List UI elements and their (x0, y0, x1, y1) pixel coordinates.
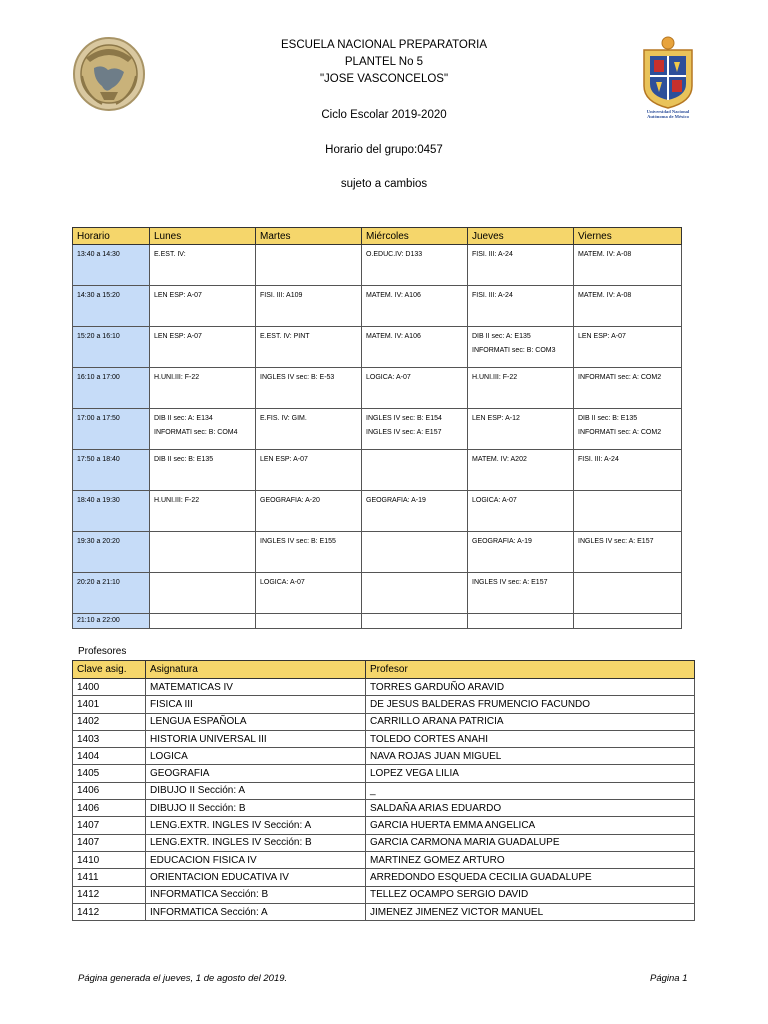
profesor-row (73, 869, 695, 886)
clave-cell: 1402 (73, 713, 146, 730)
class-cell-martes (256, 491, 362, 532)
profesor-row (73, 713, 695, 730)
class-entry: INFORMATI sec: A: COM2 (578, 429, 662, 436)
schedule-row (73, 573, 682, 614)
class-cell-viernes (574, 245, 682, 286)
class-cell-jueves (468, 614, 574, 629)
schedule-row (73, 286, 682, 327)
schedule-row (73, 368, 682, 409)
plantel-name: "JOSE VASCONCELOS" (319, 73, 449, 85)
clave-cell: 1400 (73, 679, 146, 696)
class-cell-viernes (574, 573, 682, 614)
class-entry: GEOGRAFIA: A-19 (366, 497, 426, 504)
profesor-cell: LOPEZ VEGA LILIA (366, 765, 695, 782)
class-cell-miercoles (362, 450, 468, 491)
clave-cell: 1410 (73, 851, 146, 868)
generated-date: Página generada el jueves, 1 de agosto del 2019. (78, 973, 288, 984)
class-entry: E.EST. IV: PINT (260, 333, 310, 340)
asignatura-cell: FISICA III (146, 696, 366, 713)
header-asignatura: Asignatura (146, 661, 366, 679)
class-cell-lunes (150, 327, 256, 368)
class-entry: DIB II sec: B: E135 (578, 415, 638, 422)
asignatura-cell: LENG.EXTR. INGLES IV Sección: A (146, 817, 366, 834)
time-slot: 21:10 a 22:00 (73, 614, 150, 629)
class-cell-martes (256, 532, 362, 573)
time-slot: 17:00 a 17:50 (73, 409, 150, 450)
class-cell-lunes (150, 286, 256, 327)
class-entry: LOGICA: A-07 (260, 579, 305, 586)
class-cell-jueves (468, 573, 574, 614)
asignatura-cell: LENG.EXTR. INGLES IV Sección: B (146, 834, 366, 851)
profesor-row (73, 903, 695, 920)
class-cell-lunes (150, 614, 256, 629)
class-cell-jueves (468, 327, 574, 368)
class-entry: LOGICA: A-07 (472, 497, 517, 504)
class-entry: MATEM. IV: A106 (366, 292, 421, 299)
class-cell-viernes (574, 368, 682, 409)
class-cell-martes (256, 368, 362, 409)
time-slot: 19:30 a 20:20 (73, 532, 150, 573)
schedule-row (73, 532, 682, 573)
class-cell-miercoles (362, 491, 468, 532)
class-entry: GEOGRAFIA: A-19 (472, 538, 532, 545)
clave-cell: 1404 (73, 748, 146, 765)
class-cell-lunes (150, 532, 256, 573)
profesor-cell: GARCIA CARMONA MARIA GUADALUPE (366, 834, 695, 851)
class-cell-viernes (574, 491, 682, 532)
class-entry: LOGICA: A-07 (366, 374, 411, 381)
logo-caption-2: Autónoma de México (647, 114, 689, 119)
schedule-row (73, 327, 682, 368)
class-cell-martes (256, 286, 362, 327)
asignatura-cell: LOGICA (146, 748, 366, 765)
class-cell-lunes (150, 409, 256, 450)
time-slot: 14:30 a 15:20 (73, 286, 150, 327)
schedule-row (73, 245, 682, 286)
clave-cell: 1407 (73, 817, 146, 834)
class-entry: LEN ESP: A-07 (260, 456, 308, 463)
clave-cell: 1407 (73, 834, 146, 851)
profesor-row (73, 679, 695, 696)
class-entry: INGLES IV sec: B: E154 (366, 415, 442, 422)
class-cell-martes (256, 409, 362, 450)
profesor-cell: _ (366, 782, 695, 799)
time-slot: 17:50 a 18:40 (73, 450, 150, 491)
time-slot: 15:20 a 16:10 (73, 327, 150, 368)
class-cell-viernes (574, 327, 682, 368)
class-cell-lunes (150, 491, 256, 532)
class-entry: INGLES IV sec: A: E157 (472, 579, 548, 586)
asignatura-cell: ORIENTACION EDUCATIVA IV (146, 869, 366, 886)
ciclo-escolar: Ciclo Escolar 2019-2020 (321, 109, 447, 121)
time-slot: 16:10 a 17:00 (73, 368, 150, 409)
header-profesor: Profesor (366, 661, 695, 679)
header-jueves: Jueves (468, 228, 574, 245)
clave-cell: 1403 (73, 730, 146, 747)
profesor-cell: TOLEDO CORTES ANAHI (366, 730, 695, 747)
profesores-table (72, 660, 695, 921)
header-horario: Horario (73, 228, 150, 245)
page-number: Página 1 (650, 973, 688, 984)
class-cell-jueves (468, 491, 574, 532)
class-cell-miercoles (362, 409, 468, 450)
clave-cell: 1406 (73, 800, 146, 817)
profesor-cell: NAVA ROJAS JUAN MIGUEL (366, 748, 695, 765)
header-clave: Clave asig. (73, 661, 146, 679)
asignatura-cell: DIBUJO II Sección: B (146, 800, 366, 817)
class-entry: INGLES IV sec: A: E157 (366, 429, 442, 436)
time-slot: 13:40 a 14:30 (73, 245, 150, 286)
class-entry: O.EDUC.IV: D133 (366, 251, 423, 258)
asignatura-cell: GEOGRAFIA (146, 765, 366, 782)
time-slot: 18:40 a 19:30 (73, 491, 150, 532)
profesor-cell: DE JESUS BALDERAS FRUMENCIO FACUNDO (366, 696, 695, 713)
class-cell-miercoles (362, 327, 468, 368)
header-viernes: Viernes (574, 228, 682, 245)
class-entry: E.EST. IV: (154, 251, 186, 258)
class-entry: LEN ESP: A-12 (472, 415, 520, 422)
plantel: PLANTEL No 5 (344, 56, 424, 68)
header-martes: Martes (256, 228, 362, 245)
clave-cell: 1411 (73, 869, 146, 886)
class-entry: INFORMATI sec: A: COM2 (578, 374, 662, 381)
profesor-row (73, 765, 695, 782)
class-cell-jueves (468, 286, 574, 327)
class-entry: MATEM. IV: A202 (472, 456, 527, 463)
class-entry: LEN ESP: A-07 (154, 333, 202, 340)
class-entry: FISI. III: A-24 (472, 292, 513, 299)
profesor-cell: GARCIA HUERTA EMMA ANGELICA (366, 817, 695, 834)
class-entry: MATEM. IV: A-08 (578, 251, 632, 258)
class-cell-lunes (150, 245, 256, 286)
class-cell-martes (256, 327, 362, 368)
class-entry: LEN ESP: A-07 (578, 333, 626, 340)
class-entry: FISI. III: A-24 (578, 456, 619, 463)
subject-to-change-note: sujeto a cambios (340, 178, 428, 190)
class-cell-viernes (574, 450, 682, 491)
profesor-cell: ARREDONDO ESQUEDA CECILIA GUADALUPE (366, 869, 695, 886)
class-entry: MATEM. IV: A-08 (578, 292, 632, 299)
asignatura-cell: INFORMATICA Sección: A (146, 903, 366, 920)
profesores-header-row (73, 661, 695, 679)
class-entry: H.UNI.III: F-22 (154, 497, 200, 504)
asignatura-cell: LENGUA ESPAÑOLA (146, 713, 366, 730)
class-cell-jueves (468, 245, 574, 286)
profesor-row (73, 834, 695, 851)
clave-cell: 1412 (73, 903, 146, 920)
class-cell-martes (256, 245, 362, 286)
profesor-cell: SALDAÑA ARIAS EDUARDO (366, 800, 695, 817)
class-entry: DIB II sec: A: E134 (154, 415, 213, 422)
class-entry: INFORMATI sec: B: COM3 (472, 347, 556, 354)
schedule-row (73, 614, 682, 629)
class-cell-miercoles (362, 614, 468, 629)
class-cell-miercoles (362, 573, 468, 614)
schedule-table (72, 227, 682, 629)
class-entry: INGLES IV sec: A: E157 (578, 538, 654, 545)
class-entry: MATEM. IV: A106 (366, 333, 421, 340)
profesor-row (73, 782, 695, 799)
class-cell-martes (256, 573, 362, 614)
schedule-header-row (73, 228, 682, 245)
asignatura-cell: HISTORIA UNIVERSAL III (146, 730, 366, 747)
class-entry: INGLES IV sec: B: E-53 (260, 374, 335, 381)
profesor-cell: TORRES GARDUÑO ARAVID (366, 679, 695, 696)
profesor-row (73, 817, 695, 834)
school-name: ESCUELA NACIONAL PREPARATORIA (281, 39, 487, 51)
asignatura-cell: DIBUJO II Sección: A (146, 782, 366, 799)
class-entry: H.UNI.III: F-22 (472, 374, 518, 381)
class-cell-lunes (150, 450, 256, 491)
class-cell-miercoles (362, 368, 468, 409)
grupo-title: Horario del grupo:0457 (325, 144, 443, 156)
class-entry: FISI. III: A109 (260, 292, 303, 299)
class-entry: DIB II sec: B: E135 (154, 456, 214, 463)
profesor-row (73, 800, 695, 817)
class-entry: FISI. III: A-24 (472, 251, 513, 258)
class-cell-martes (256, 614, 362, 629)
class-entry: INFORMATI sec: B: COM4 (154, 429, 238, 436)
class-entry: DIB II sec: A: E135 (472, 333, 531, 340)
class-cell-jueves (468, 368, 574, 409)
logo-caption-1: Universidad Nacional (646, 109, 690, 114)
class-entry: LEN ESP: A-07 (154, 292, 202, 299)
clave-cell: 1412 (73, 886, 146, 903)
class-cell-viernes (574, 286, 682, 327)
schedule-row (73, 409, 682, 450)
profesor-cell: TELLEZ OCAMPO SERGIO DAVID (366, 886, 695, 903)
asignatura-cell: INFORMATICA Sección: B (146, 886, 366, 903)
class-entry: E.FIS. IV: GIM. (260, 415, 307, 422)
class-entry: GEOGRAFIA: A-20 (260, 497, 320, 504)
class-cell-viernes (574, 409, 682, 450)
class-cell-viernes (574, 614, 682, 629)
class-cell-viernes (574, 532, 682, 573)
class-entry: H.UNI.III: F-22 (154, 374, 200, 381)
class-cell-miercoles (362, 286, 468, 327)
class-cell-miercoles (362, 532, 468, 573)
header-miercoles: Miércoles (362, 228, 468, 245)
class-entry: INGLES IV sec: B: E155 (260, 538, 336, 545)
class-cell-lunes (150, 573, 256, 614)
profesor-row (73, 886, 695, 903)
profesores-title: Profesores (78, 646, 127, 657)
clave-cell: 1406 (73, 782, 146, 799)
profesor-row (73, 851, 695, 868)
header-lunes: Lunes (150, 228, 256, 245)
time-slot: 20:20 a 21:10 (73, 573, 150, 614)
profesor-row (73, 730, 695, 747)
asignatura-cell: MATEMATICAS IV (146, 679, 366, 696)
class-cell-martes (256, 450, 362, 491)
class-cell-lunes (150, 368, 256, 409)
class-cell-miercoles (362, 245, 468, 286)
schedule-row (73, 491, 682, 532)
profesor-cell: MARTINEZ GOMEZ ARTURO (366, 851, 695, 868)
asignatura-cell: EDUCACION FISICA IV (146, 851, 366, 868)
profesor-cell: JIMENEZ JIMENEZ VICTOR MANUEL (366, 903, 695, 920)
class-cell-jueves (468, 532, 574, 573)
class-cell-jueves (468, 450, 574, 491)
class-cell-jueves (468, 409, 574, 450)
clave-cell: 1401 (73, 696, 146, 713)
profesor-row (73, 748, 695, 765)
clave-cell: 1405 (73, 765, 146, 782)
schedule-row (73, 450, 682, 491)
profesor-row (73, 696, 695, 713)
profesor-cell: CARRILLO ARANA PATRICIA (366, 713, 695, 730)
